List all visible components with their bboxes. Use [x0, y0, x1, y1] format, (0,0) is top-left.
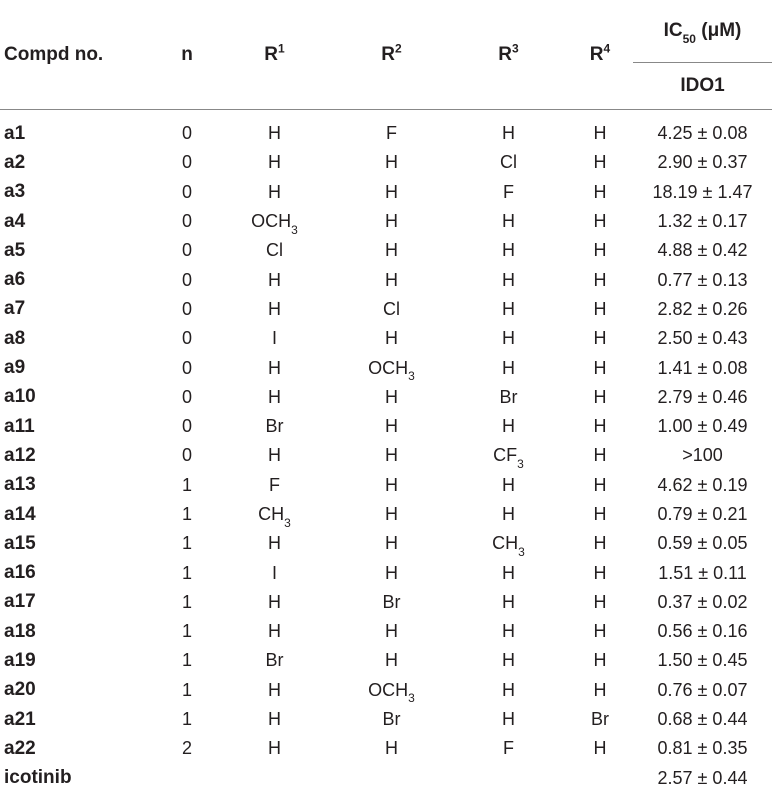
table-row — [0, 676, 772, 705]
table-row — [0, 324, 772, 353]
cell-id: icotinib — [4, 767, 72, 789]
cell-r4: H — [593, 269, 607, 290]
cell-id: a2 — [4, 151, 26, 173]
cell-n: 0 — [181, 240, 192, 261]
cell-r4: H — [593, 679, 607, 700]
cell-ic50: 1.00 ± 0.49 — [657, 416, 748, 437]
cell-r1: Cl — [266, 240, 283, 261]
cell-ic50: >100 — [682, 445, 723, 466]
cell-r4: H — [593, 416, 607, 437]
cell-r2: H — [385, 621, 398, 642]
header-r3: $R^3$ — [450, 0, 567, 110]
cell-n: 1 — [181, 679, 192, 700]
cell-r3: Cl — [500, 152, 517, 173]
cell-id: a17 — [4, 591, 36, 613]
cell-ic50: 1.32 ± 0.17 — [657, 211, 748, 232]
cell-ic50: 0.79 ± 0.21 — [657, 504, 748, 524]
cell-id: a15 — [4, 532, 36, 554]
cell-r2: H — [385, 269, 398, 290]
header-ido1: IDO1 — [633, 63, 772, 110]
cell-n: 0 — [181, 181, 192, 202]
table-row — [0, 646, 772, 675]
cell-n: 1 — [181, 474, 192, 495]
cell-r3: H — [502, 416, 515, 437]
cell-ic50: 1.41 ± 0.08 — [657, 357, 748, 378]
cell-r2: Br — [382, 591, 401, 612]
table-row — [0, 265, 772, 294]
cell-r1: H — [268, 533, 281, 554]
cell-id: a10 — [4, 386, 36, 408]
cell-r3: H — [502, 123, 515, 144]
cell-ic50: 0.56 ± 0.16 — [657, 621, 748, 642]
cell-r2: $OCH_3$ — [368, 357, 415, 384]
cell-ic50: 1.50 ± 0.45 — [657, 650, 748, 671]
cell-n: 0 — [181, 269, 192, 290]
cell-r3: $CF_3$ — [493, 445, 524, 471]
cell-r4: H — [593, 621, 607, 642]
cell-n: 0 — [181, 152, 192, 173]
cell-r4: H — [593, 386, 607, 407]
cell-r1: I — [271, 562, 277, 583]
cell-r2: H — [385, 533, 398, 554]
table-row — [0, 178, 772, 207]
cell-ic50: 0.76 ± 0.07 — [657, 679, 748, 700]
cell-r1: H — [268, 298, 281, 319]
cell-r4: H — [593, 591, 607, 612]
cell-id: a9 — [4, 357, 26, 379]
cell-r1: H — [268, 357, 281, 378]
table-row — [0, 734, 772, 763]
cell-r1: $CH_3$ — [258, 504, 291, 530]
cell-n: 1 — [181, 591, 192, 612]
cell-r3: H — [502, 298, 515, 319]
cell-id: a5 — [4, 239, 26, 261]
cell-r3: H — [502, 357, 515, 378]
cell-id: a13 — [4, 474, 36, 496]
cell-ic50: 0.59 ± 0.05 — [657, 533, 748, 554]
cell-r4 — [567, 764, 633, 793]
header-r1: $R^1$ — [216, 0, 333, 110]
cell-ic50: 2.82 ± 0.26 — [657, 298, 748, 319]
cell-r3: H — [502, 679, 515, 700]
cell-r3: H — [502, 240, 515, 261]
cell-ic50: 0.77 ± 0.13 — [657, 269, 748, 290]
cell-ic50: 18.19 ± 1.47 — [652, 181, 753, 202]
cell-id: a21 — [4, 708, 36, 730]
table-row — [0, 441, 772, 470]
header-ic50: $IC_{50}$ (μM) — [633, 0, 772, 63]
cell-r4: H — [593, 474, 607, 495]
cell-r1: $OCH_3$ — [251, 211, 298, 237]
table-row — [0, 110, 772, 149]
header-n: n — [158, 0, 216, 110]
cell-id: a12 — [4, 444, 36, 466]
cell-r4: H — [593, 533, 607, 554]
cell-r1: H — [268, 621, 281, 642]
cell-r2: H — [385, 386, 398, 407]
cell-ic50: 2.50 ± 0.43 — [657, 328, 748, 349]
cell-r1: H — [268, 709, 281, 730]
table-row — [0, 412, 772, 441]
cell-r1: H — [268, 181, 281, 202]
cell-n: 2 — [181, 738, 192, 759]
cell-r1: H — [268, 445, 281, 466]
table-row — [0, 353, 772, 382]
cell-ic50: 4.88 ± 0.42 — [657, 240, 748, 261]
cell-r3: H — [502, 709, 515, 730]
header-r2: $R^2$ — [333, 0, 450, 110]
cell-r3: H — [502, 211, 515, 232]
cell-r2: H — [385, 240, 398, 261]
cell-r3: H — [502, 474, 515, 495]
cell-r1: Br — [265, 650, 284, 671]
cell-id: a22 — [4, 737, 36, 759]
table-row — [0, 529, 772, 558]
cell-r3: H — [502, 591, 515, 612]
cell-r3: F — [503, 181, 514, 202]
cell-n: 0 — [181, 416, 192, 437]
table-row — [0, 207, 772, 236]
table-row — [0, 471, 772, 500]
cell-ic50: 4.25 ± 0.08 — [657, 123, 748, 144]
cell-r1: Br — [265, 416, 284, 437]
cell-r4: H — [593, 445, 607, 466]
cell-r4: H — [593, 152, 607, 173]
cell-r2: H — [385, 650, 398, 671]
cell-r3: F — [503, 738, 514, 759]
cell-r2: F — [386, 123, 397, 144]
cell-r2: H — [385, 738, 398, 759]
cell-id: a11 — [4, 415, 35, 437]
table-row — [0, 500, 772, 529]
cell-id: a16 — [4, 562, 36, 584]
cell-r2: H — [385, 328, 398, 349]
table-row — [0, 383, 772, 412]
cell-r3: H — [502, 269, 515, 290]
cell-r1: H — [268, 123, 281, 144]
cell-r1: H — [268, 738, 281, 759]
cell-n: 1 — [181, 650, 192, 671]
table-row — [0, 558, 772, 587]
cell-r4: H — [593, 738, 607, 759]
cell-ic50: 2.90 ± 0.37 — [657, 152, 748, 173]
cell-n — [158, 764, 216, 793]
table-row — [0, 705, 772, 734]
cell-r1: H — [268, 269, 281, 290]
cell-r2: Br — [382, 709, 401, 730]
cell-r2: Cl — [383, 298, 400, 319]
cell-r3: H — [502, 621, 515, 642]
cell-r4: H — [593, 240, 607, 261]
cell-r2: H — [385, 211, 398, 232]
cell-r3: H — [502, 650, 515, 671]
cell-n: 1 — [181, 533, 192, 554]
table-row — [0, 764, 772, 793]
cell-r2: H — [385, 445, 398, 466]
cell-r4: H — [593, 298, 607, 319]
cell-r2: H — [385, 562, 398, 583]
cell-id: a18 — [4, 620, 36, 642]
table-row — [0, 236, 772, 265]
cell-r1: F — [269, 474, 280, 495]
cell-r2: H — [385, 504, 398, 524]
cell-id: a1 — [4, 122, 26, 144]
cell-r2: $OCH_3$ — [368, 679, 415, 706]
cell-r2: H — [385, 416, 398, 437]
cell-r3 — [450, 764, 567, 793]
cell-id: a4 — [4, 210, 26, 232]
table-row — [0, 148, 772, 177]
cell-n: 0 — [181, 386, 192, 407]
cell-r4: H — [593, 504, 607, 524]
cell-n: 1 — [181, 562, 192, 583]
cell-ic50: 0.37 ± 0.02 — [657, 591, 748, 612]
table-row — [0, 588, 772, 617]
cell-r4: H — [593, 123, 607, 144]
table-row — [0, 617, 772, 646]
cell-id: a6 — [4, 269, 26, 291]
cell-r4: H — [593, 357, 607, 378]
cell-r3: $CH_3$ — [492, 533, 525, 559]
cell-id: a20 — [4, 679, 36, 701]
table-header — [0, 0, 772, 110]
cell-r2: H — [385, 152, 398, 173]
cell-id: a7 — [4, 298, 26, 320]
cell-n: 0 — [181, 357, 192, 378]
cell-r1: H — [268, 386, 281, 407]
cell-id: a8 — [4, 327, 26, 349]
cell-r3: H — [502, 328, 515, 349]
cell-r2 — [333, 764, 450, 793]
cell-n: 1 — [181, 621, 192, 642]
cell-r1: H — [268, 591, 281, 612]
header-compd: Compd no. — [0, 0, 158, 110]
cell-r2: H — [385, 474, 398, 495]
cell-n: 1 — [181, 709, 192, 730]
cell-ic50: 0.68 ± 0.44 — [657, 709, 748, 730]
cell-r4: Br — [591, 709, 609, 730]
cell-ic50: 2.57 ± 0.44 — [657, 767, 748, 788]
cell-r4: H — [593, 211, 607, 232]
cell-r4: H — [593, 650, 607, 671]
cell-r1: H — [268, 679, 281, 700]
cell-r3: H — [502, 562, 515, 583]
cell-r4: H — [593, 328, 607, 349]
cell-n: 0 — [181, 298, 192, 319]
cell-id: a14 — [4, 503, 36, 525]
table-row — [0, 295, 772, 324]
cell-n: 1 — [181, 504, 192, 524]
cell-r3: Br — [499, 386, 518, 407]
cell-r1: I — [271, 328, 277, 349]
cell-ic50: 1.51 ± 0.11 — [658, 562, 747, 583]
cell-n: 0 — [181, 445, 192, 466]
cell-r1: H — [268, 152, 281, 173]
cell-ic50: 2.79 ± 0.46 — [657, 386, 748, 407]
cell-r4: H — [593, 562, 607, 583]
cell-ic50: 0.81 ± 0.35 — [657, 738, 748, 759]
cell-r3: H — [502, 504, 515, 524]
cell-ic50: 4.62 ± 0.19 — [657, 474, 748, 495]
header-r4: $R^4$ — [567, 0, 633, 110]
table-body — [0, 110, 772, 793]
cell-id: a19 — [4, 649, 36, 671]
cell-n: 0 — [181, 123, 192, 144]
cell-r4: H — [593, 181, 607, 202]
cell-n: 0 — [181, 211, 192, 232]
cell-n: 0 — [181, 328, 192, 349]
cell-r2: H — [385, 181, 398, 202]
cell-r1 — [216, 764, 333, 793]
cell-id: a3 — [4, 181, 26, 203]
